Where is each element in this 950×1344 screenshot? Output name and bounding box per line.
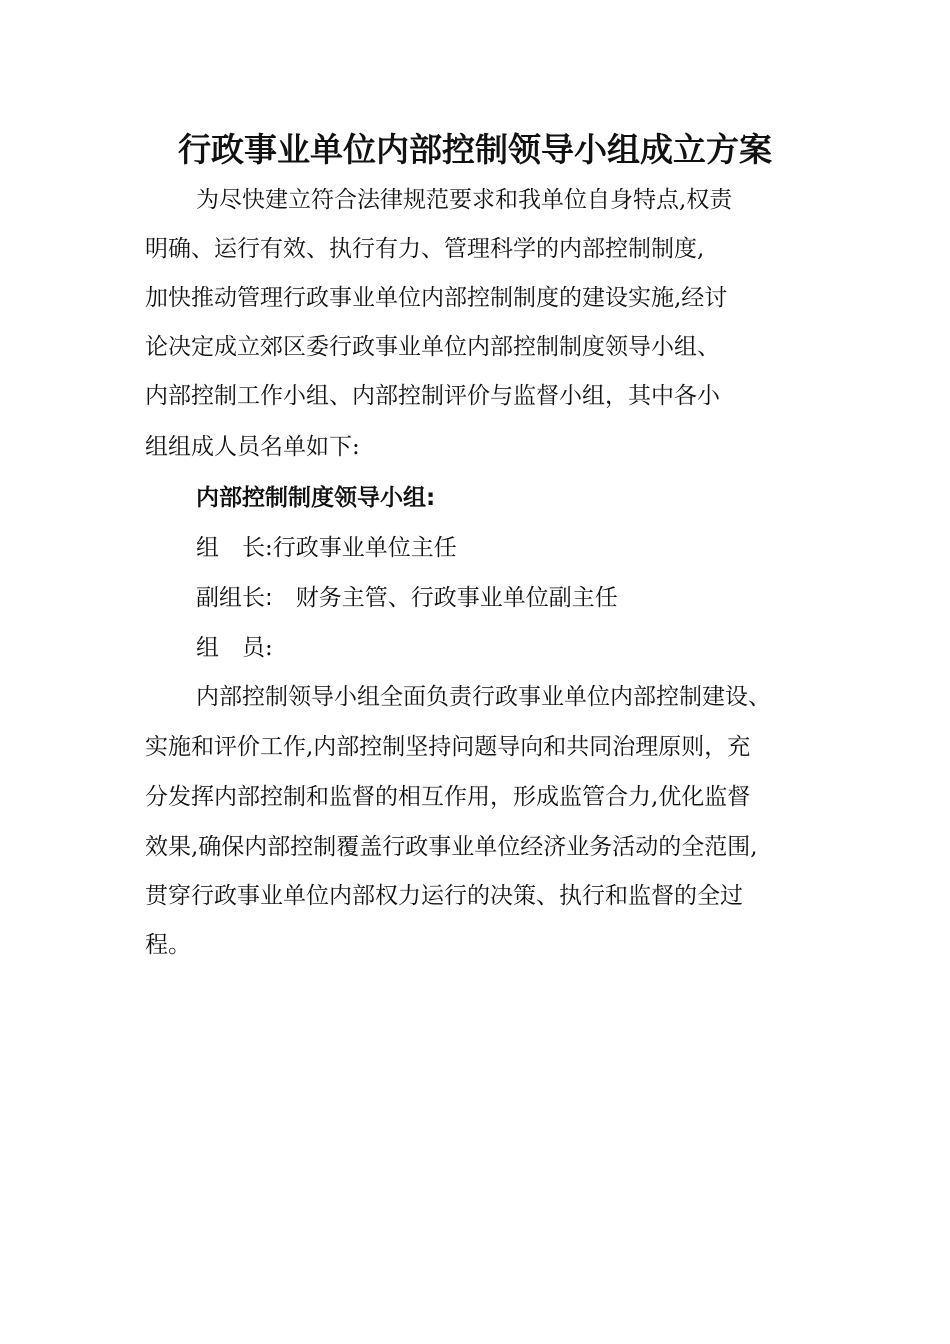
duty-line-3: 分发挥内部控制和监督的相互作用，形成监管合力,优化监督 <box>145 784 751 810</box>
duty-line-1: 内部控制领导小组全面负责行政事业单位内部控制建设、 <box>196 684 771 710</box>
duty-line-6: 程。 <box>145 932 191 958</box>
deputy-label: 副组长: <box>196 585 273 611</box>
duty-line-5: 贯穿行政事业单位内部权力运行的决策、执行和监督的全过 <box>145 883 743 909</box>
duty-line-2: 实施和评价工作,内部控制坚持问题导向和共同治理原则，充 <box>145 734 751 760</box>
member-row <box>196 633 273 663</box>
leader-row <box>196 533 457 563</box>
intro-line-4: 论决定成立郊区委行政事业单位内部控制制度领导小组、 <box>145 334 720 360</box>
intro-line-2: 明确、运行有效、执行有力、管理科学的内部控制制度, <box>145 236 705 262</box>
section-heading: 内部控制制度领导小组: <box>196 485 436 511</box>
member-label: 组 员 <box>196 635 265 661</box>
member-value: : <box>265 635 273 661</box>
intro-line-1: 为尽快建立符合法律规范要求和我单位自身特点,权责 <box>196 187 733 213</box>
leader-value: :行政事业单位主任 <box>265 535 457 561</box>
leader-label: 组 长 <box>196 535 265 561</box>
deputy-row <box>196 583 618 613</box>
document-title: 行政事业单位内部控制领导小组成立方案 <box>178 130 772 169</box>
duty-line-4: 效果,确保内部控制覆盖行政事业单位经济业务活动的全范围, <box>145 834 758 860</box>
intro-line-6: 组组成人员名单如下: <box>145 434 360 460</box>
intro-line-5: 内部控制工作小组、内部控制评价与监督小组，其中各小 <box>145 383 720 409</box>
deputy-value: 财务主管、行政事业单位副主任 <box>272 585 618 611</box>
intro-line-3: 加快推动管理行政事业单位内部控制制度的建设实施,经讨 <box>145 285 728 311</box>
